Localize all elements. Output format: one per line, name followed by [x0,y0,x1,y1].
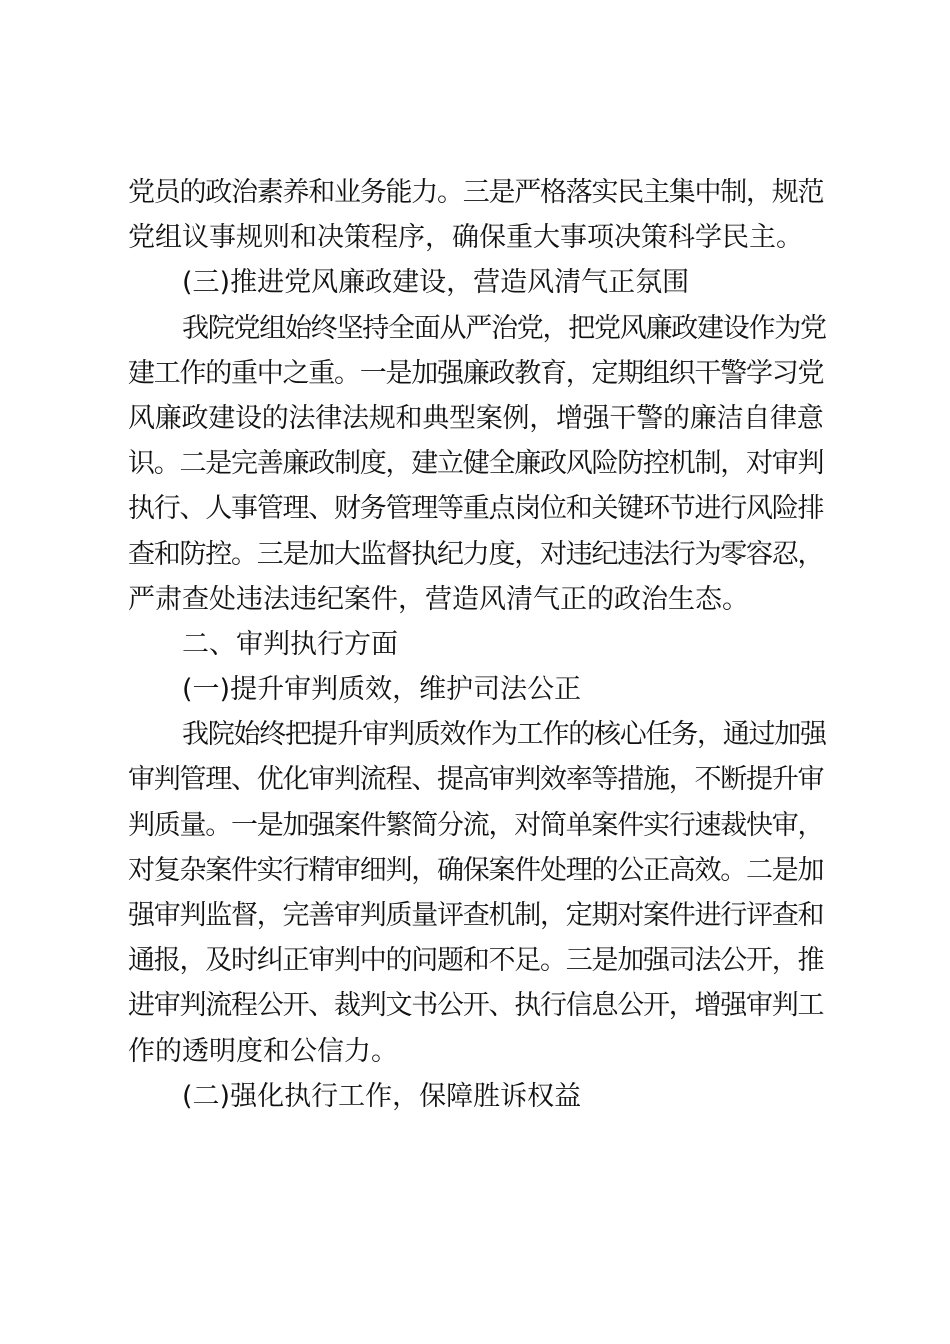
text-line: 党组议事规则和决策程序，确保重大事项决策科学民主。 [128,222,803,254]
paragraph-start: 我院党组始终坚持全面从严治党，把党风廉政建设作为党 [182,312,826,344]
text-line: 强审判监督，完善审判质量评查机制，定期对案件进行评查和 [128,900,824,931]
text-line: 严肃查处违法违纪案件，营造风清气正的政治生态。 [128,583,749,615]
section-heading: (一)提升审判质效，维护司法公正 [182,674,582,706]
text-line: 查和防控。三是加大监督执纪力度，对违纪违法行为零容忍， [128,538,824,570]
paragraph-start: 我院始终把提升审判质效作为工作的核心任务，通过加强 [182,719,826,751]
text-line: 作的透明度和公信力。 [128,1035,398,1067]
chapter-heading: 二、审判执行方面 [182,628,398,660]
text-line: 建工作的重中之重。一是加强廉政教育，定期组织干警学习党 [128,357,824,389]
text-line: 党员的政治素养和业务能力。三是严格落实民主集中制，规范 [128,177,824,208]
text-line: 对复杂案件实行精审细判，确保案件处理的公正高效。二是加 [128,854,824,886]
text-line: 判质量。一是加强案件繁简分流，对简单案件实行速裁快审， [128,809,824,841]
section-heading: (二)强化执行工作，保障胜诉权益 [182,1080,582,1112]
text-line: 识。二是完善廉政制度，建立健全廉政风险防控机制，对审判 [128,448,824,480]
text-line: 审判管理、优化审判流程、提高审判效率等措施，不断提升审 [128,764,824,796]
text-line: 风廉政建设的法律法规和典型案例，增强干警的廉洁自律意 [128,402,824,434]
text-line: 进审判流程公开、裁判文书公开、执行信息公开，增强审判工 [128,990,824,1022]
text-line: 通报，及时纠正审判中的问题和不足。三是加强司法公开，推 [128,945,824,977]
document-body [128,170,828,1119]
section-heading: (三)推进党风廉政建设，营造风清气正氛围 [182,267,690,299]
text-line: 执行、人事管理、财务管理等重点岗位和关键环节进行风险排 [128,493,824,525]
